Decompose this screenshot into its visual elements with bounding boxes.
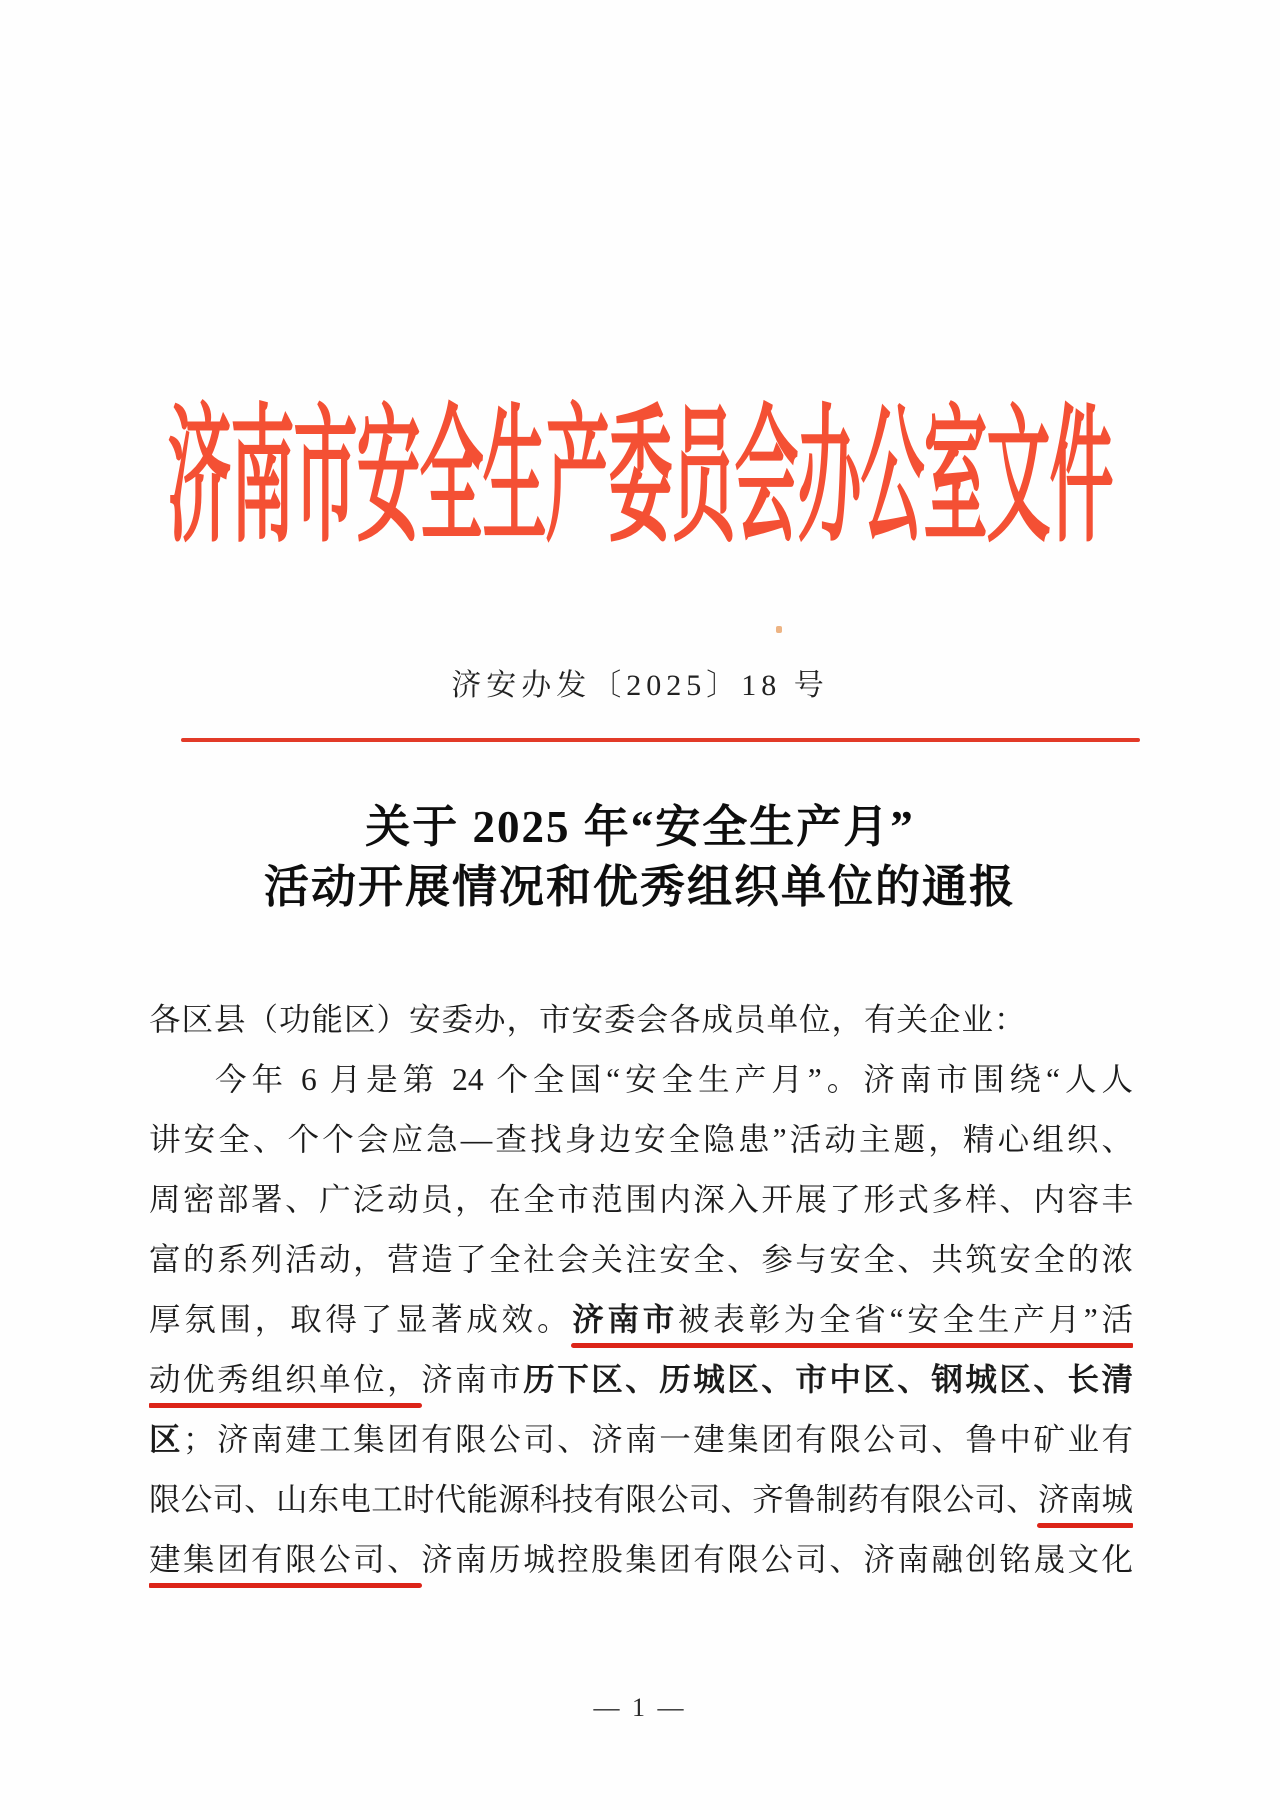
- underlined-text: 被表彰为全省“安全生产月”活: [678, 1302, 1133, 1337]
- body-line-5-text: 厚氛围，取得了显著成效。: [149, 1302, 573, 1337]
- salutation-line: 各区县（功能区）安委办，市安委会各成员单位，有关企业：: [149, 1002, 1027, 1037]
- body-line-8: [149, 1470, 1133, 1530]
- red-underlined-segment: 建集团有限公司、: [149, 1542, 422, 1577]
- red-masthead: [0, 375, 1280, 561]
- body-line-4: 富的系列活动，营造了全社会关注安全、参与安全、共筑安全的浓: [149, 1242, 1133, 1277]
- document-title: [0, 797, 1280, 917]
- body-line-7: [149, 1410, 1133, 1470]
- body-line-6-text: 济南市: [421, 1362, 524, 1397]
- body-line-6: [149, 1350, 1133, 1410]
- body-line-7-text: ；济南建工集团有限公司、济南一建集团有限公司、鲁中矿业有: [183, 1422, 1133, 1457]
- document-body: [149, 990, 1133, 1590]
- bold-district-list-cont: 区: [149, 1422, 184, 1457]
- red-underlined-segment: 动优秀组织单位，: [149, 1362, 422, 1397]
- document-title-line2: 活动开展情况和优秀组织单位的通报: [263, 862, 1016, 912]
- red-separator-rule: [181, 738, 1140, 742]
- body-line-9-text: 济南历城控股集团有限公司、济南融创铭晟文化: [421, 1542, 1133, 1577]
- scan-artifact-speck: [776, 626, 782, 633]
- body-line-3: 周密部署、广泛动员，在全市范围内深入开展了形式多样、内容丰: [149, 1182, 1133, 1217]
- document-number: 济安办发〔2025〕18 号: [451, 669, 829, 702]
- body-line-1: 今年 6 月是第 24 个全国“安全生产月”。济南市围绕“人人: [215, 1062, 1133, 1097]
- bold-city-name: 济南市: [572, 1302, 679, 1337]
- page-number: — 1 —: [593, 1693, 687, 1722]
- red-underlined-segment: [572, 1302, 1133, 1337]
- bold-district-list: 历下区、历城区、市中区、钢城区、长清: [523, 1362, 1133, 1397]
- masthead-title: 济南市安全生产委员会办公室文件: [167, 395, 1113, 561]
- body-line-2: 讲安全、个个会应急—查找身边安全隐患”活动主题，精心组织、: [149, 1122, 1133, 1157]
- body-line-9: [149, 1530, 1133, 1590]
- document-title-line1: 关于 2025 年“安全生产月”: [365, 802, 915, 852]
- body-line-5: [149, 1290, 1133, 1350]
- red-underlined-segment: 济南城: [1037, 1482, 1133, 1517]
- body-line-8-text: 限公司、山东电工时代能源科技有限公司、齐鲁制药有限公司、: [149, 1482, 1038, 1517]
